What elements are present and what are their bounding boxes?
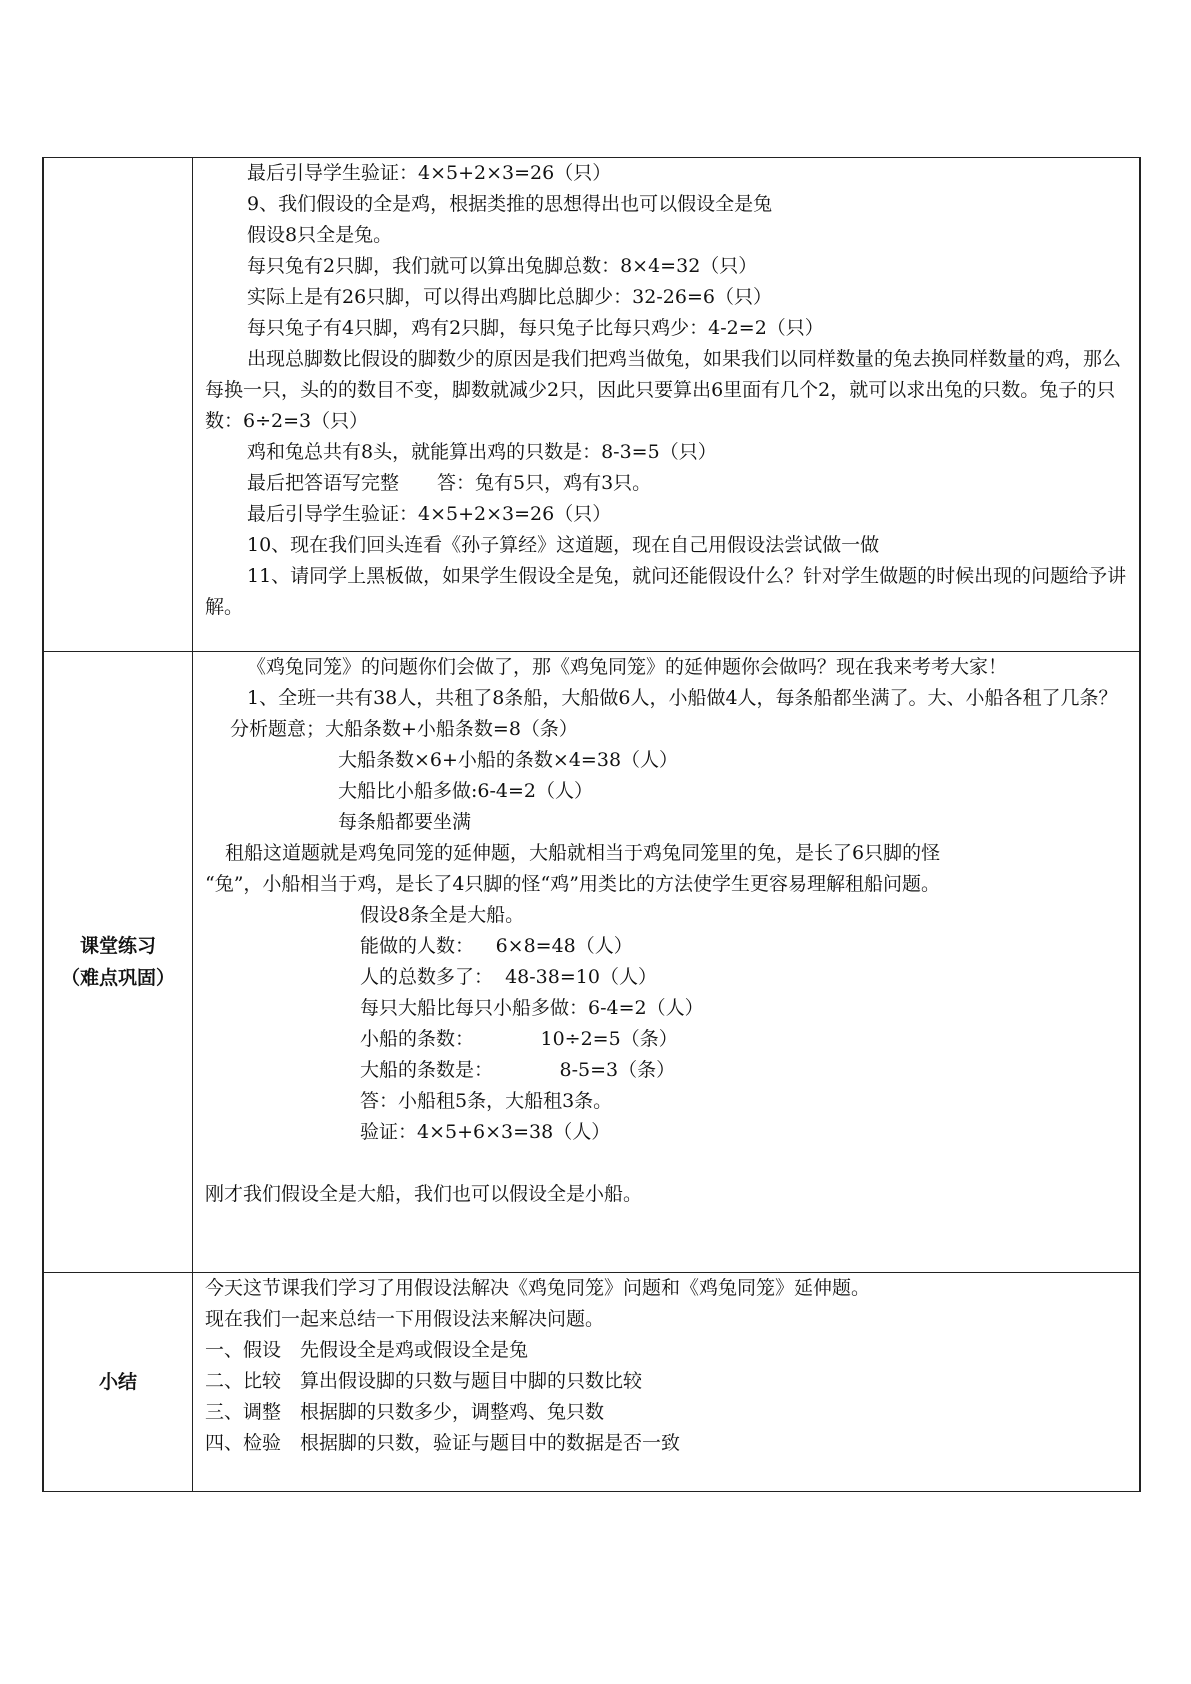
summary-line: 今天这节课我们学习了用假设法解决《鸡兔同笼》问题和《鸡兔同笼》延伸题。 xyxy=(205,1277,871,1299)
text-line: 最后把答语写完整 答：兔有5只，鸡有3只。 xyxy=(247,472,652,494)
solution-line: 假设8条全是大船。 xyxy=(360,904,525,926)
analysis-line: 大船比小船多做:6-4=2（人） xyxy=(338,780,594,802)
table-row-practice xyxy=(43,652,1140,1273)
text-line: 10、现在我们回头连看《孙子算经》这道题，现在自己用假设法尝试做一做 xyxy=(247,534,880,556)
text-line: 最后引导学生验证：4×5+2×3=26（只） xyxy=(247,503,612,525)
text-paragraph: 《鸡兔同笼》的问题你们会做了，那《鸡兔同笼》的延伸题你会做吗？现在我来考考大家！ xyxy=(247,656,1008,678)
text-line: 最后引导学生验证：4×5+2×3=26（只） xyxy=(247,162,612,184)
explain-line: “兔”，小船相当于鸡，是长了4只脚的怪“鸡”用类比的方法使学生更容易理解租船问题。 xyxy=(205,873,940,895)
text-line: 实际上是有26只脚，可以得出鸡脚比总脚少：32-26=6（只） xyxy=(247,286,772,308)
label-line: 课堂练习 xyxy=(79,935,156,957)
text-line: 9、我们假设的全是鸡，根据类推的思想得出也可以假设全是兔 xyxy=(247,193,773,215)
summary-line: 现在我们一起来总结一下用假设法来解决问题。 xyxy=(205,1308,605,1330)
closing-line: 刚才我们假设全是大船，我们也可以假设全是小船。 xyxy=(205,1183,643,1205)
analysis-line: 每条船都要坐满 xyxy=(338,811,472,833)
summary-content xyxy=(193,1273,1141,1492)
summary-line: 四、检验 根据脚的只数，验证与题目中的数据是否一致 xyxy=(205,1432,681,1454)
solution-line: 能做的人数： 6×8=48（人） xyxy=(360,935,633,957)
practice-content xyxy=(193,652,1141,1273)
row-label-practice xyxy=(43,652,193,1273)
summary-line: 三、调整 根据脚的只数多少，调整鸡、兔只数 xyxy=(205,1401,605,1423)
solution-line: 小船的条数： 10÷2=5（条） xyxy=(360,1028,678,1050)
analysis-heading: 分析题意；大船条数+小船条数=8（条） xyxy=(230,718,578,740)
text-line: 假设8只全是兔。 xyxy=(247,224,393,246)
label-line: 小结 xyxy=(98,1371,137,1393)
text-paragraph: 出现总脚数比假设的脚数少的原因是我们把鸡当做兔，如果我们以同样数量的兔去换同样数量的鸡，那么每换一只，头的的数目不变，脚数就减少2只，因此只要算出6里面有几个2，就可以求出兔的只数。兔子的只数：6÷2=3（只） xyxy=(205,348,1122,432)
lesson-plan-table xyxy=(42,157,1141,1492)
solution-line: 答：小船租5条，大船租3条。 xyxy=(360,1090,613,1112)
solution-line: 验证：4×5+6×3=38（人） xyxy=(360,1121,611,1143)
solution-line: 每只大船比每只小船多做：6-4=2（人） xyxy=(360,997,704,1019)
problem-paragraph: 1、全班一共有38人，共租了8条船，大船做6人，小船做4人，每条船都坐满了。大、小船各租了几条？ xyxy=(247,687,1118,709)
row-label-summary xyxy=(43,1273,193,1492)
blank-line xyxy=(205,1148,1131,1179)
table-row-process xyxy=(43,158,1140,652)
summary-line: 一、假设 先假设全是鸡或假设全是兔 xyxy=(205,1339,529,1361)
row-label-empty xyxy=(43,158,193,652)
table-row-summary xyxy=(43,1273,1140,1492)
label-line: （难点巩固） xyxy=(60,967,175,989)
text-paragraph: 11、请同学上黑板做，如果学生假设全是兔，就问还能假设什么？针对学生做题的时候出现的问题给予讲解。 xyxy=(205,565,1127,618)
text-line: 每只兔有2只脚，我们就可以算出兔脚总数：8×4=32（只） xyxy=(247,255,758,277)
process-content xyxy=(193,158,1141,652)
analysis-line: 大船条数×6+小船的条数×4=38（人） xyxy=(338,749,679,771)
solution-line: 大船的条数是： 8-5=3（条） xyxy=(360,1059,676,1081)
solution-line: 人的总数多了： 48-38=10（人） xyxy=(360,966,657,988)
text-line: 鸡和兔总共有8头，就能算出鸡的只数是：8-3=5（只） xyxy=(247,441,717,463)
summary-line: 二、比较 算出假设脚的只数与题目中脚的只数比较 xyxy=(205,1370,643,1392)
text-line: 每只兔子有4只脚，鸡有2只脚，每只兔子比每只鸡少：4-2=2（只） xyxy=(247,317,824,339)
explain-line: 租船这道题就是鸡兔同笼的延伸题，大船就相当于鸡兔同笼里的兔，是长了6只脚的怪 xyxy=(225,842,941,864)
